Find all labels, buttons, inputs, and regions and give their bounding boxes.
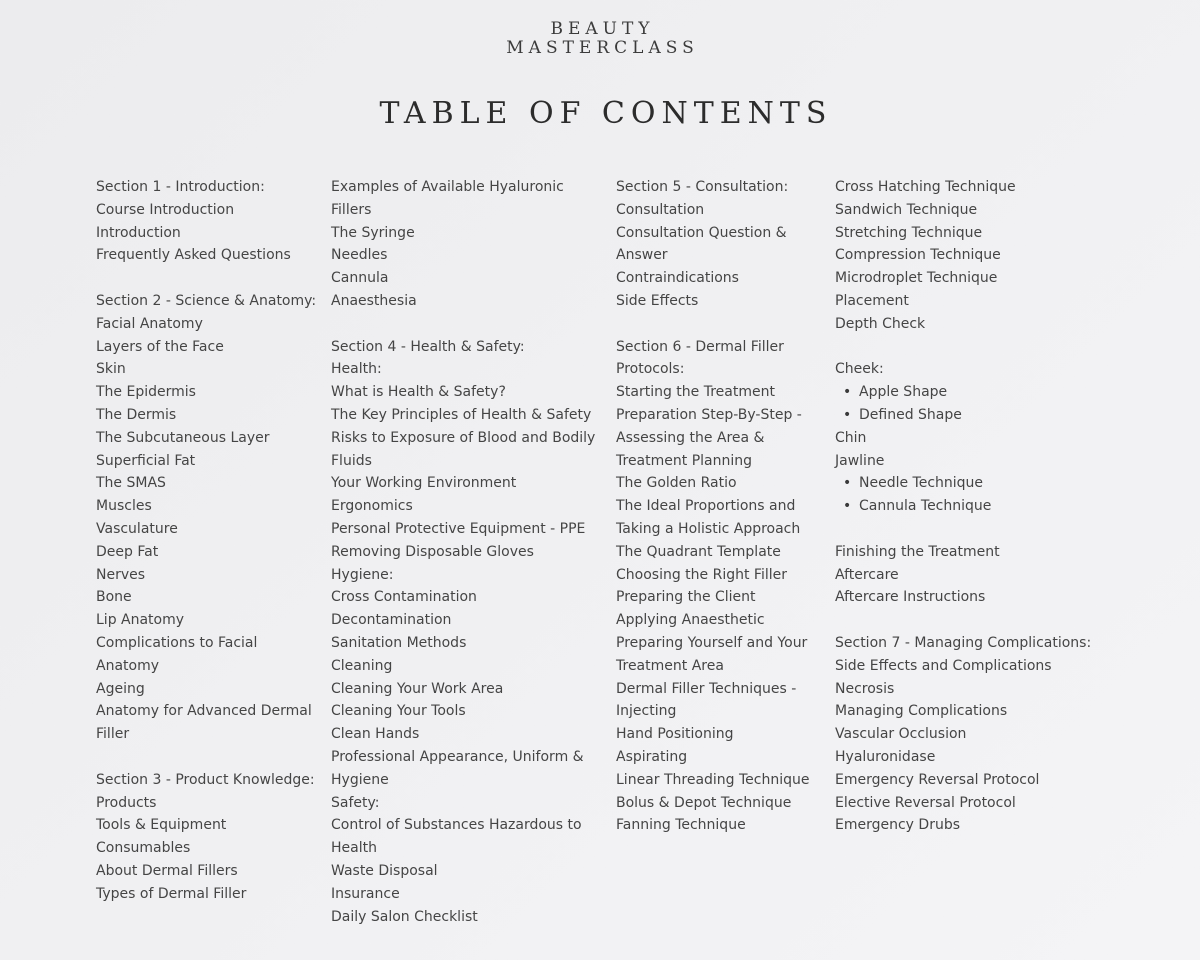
toc-entry: Aspirating [616, 748, 688, 765]
toc-entry: Aftercare [835, 566, 899, 583]
toc-column-4 [835, 176, 1091, 837]
toc-entry: Applying Anaesthetic [616, 612, 765, 629]
brand-line-1: BEAUTY [550, 19, 655, 39]
toc-bullet-item: • Apple Shape [835, 381, 1091, 404]
toc-entry: Cannula [331, 270, 389, 287]
toc-entry: Introduction [96, 224, 181, 241]
toc-entry: Hygiene [331, 771, 389, 788]
toc-entry: Side Effects [616, 292, 699, 309]
toc-entry: The Subcutaneous Layer [96, 429, 270, 446]
toc-entry: Cleaning [331, 657, 393, 674]
toc-entry: What is Health & Safety? [331, 384, 506, 401]
toc-entry: Anaesthesia [331, 292, 417, 309]
toc-column-1 [96, 176, 316, 906]
toc-entry: Hygiene: [331, 566, 394, 583]
toc-entry: Injecting [616, 703, 677, 720]
toc-entry: Hyaluronidase [835, 748, 936, 765]
toc-entry: Compression Technique [835, 247, 1001, 264]
toc-entry: Personal Protective Equipment - PPE [331, 520, 586, 537]
toc-entry: Professional Appearance, Uniform & [331, 748, 584, 765]
toc-section-heading: Section 5 - Consultation: [616, 179, 789, 195]
toc-entry: Sanitation Methods [331, 634, 467, 651]
toc-entry: Removing Disposable Gloves [331, 543, 534, 560]
toc-entry: Linear Threading Technique [616, 771, 810, 788]
toc-entry: Ageing [96, 680, 145, 697]
toc-entry: Consultation Question & [616, 224, 787, 241]
toc-entry: Sandwich Technique [835, 201, 978, 218]
toc-entry: Your Working Environment [331, 475, 517, 492]
toc-entry: Cross Hatching Technique [835, 179, 1016, 195]
toc-entry: Lip Anatomy [96, 612, 185, 629]
toc-entry: Needles [331, 247, 388, 264]
toc-entry: Control of Substances Hazardous to [331, 817, 582, 834]
toc-entry: Side Effects and Complications [835, 657, 1052, 674]
toc-section-heading: Section 6 - Dermal Filler [616, 338, 784, 355]
toc-entry: Health [331, 840, 377, 857]
toc-entry: The Key Principles of Health & Safety [331, 406, 592, 423]
toc-entry: Frequently Asked Questions [96, 247, 291, 264]
toc-entry: Preparation Step-By-Step - [616, 406, 802, 423]
toc-section-heading: Section 1 - Introduction: [96, 179, 265, 195]
toc-entry: Facial Anatomy [96, 315, 203, 332]
toc-entry: Chin [835, 429, 867, 446]
toc-entry: Complications to Facial [96, 634, 258, 651]
toc-entry: The Quadrant Template [616, 543, 781, 560]
toc-entry: Cross Contamination [331, 589, 477, 606]
toc-entry: Answer [616, 247, 668, 264]
toc-entry: Filler [96, 726, 130, 743]
toc-entry: About Dermal Fillers [96, 862, 238, 879]
toc-entry: Treatment Area [616, 657, 724, 674]
toc-entry: Nerves [96, 566, 146, 583]
toc-entry: Daily Salon Checklist [331, 908, 478, 925]
toc-entry: Starting the Treatment [616, 384, 775, 401]
toc-entry: Cleaning Your Work Area [331, 680, 504, 697]
toc-spacer [331, 313, 595, 336]
toc-entry: Insurance [331, 885, 400, 902]
page-title: TABLE OF CONTENTS [379, 96, 833, 131]
toc-entry: The Ideal Proportions and [616, 498, 796, 515]
toc-entry: The Epidermis [96, 384, 196, 401]
toc-entry: Clean Hands [331, 726, 420, 743]
toc-entry: Elective Reversal Protocol [835, 794, 1016, 811]
toc-entry: Emergency Drubs [835, 817, 961, 834]
toc-entry: Tools & Equipment [96, 817, 227, 834]
toc-entry: Superficial Fat [96, 452, 196, 469]
toc-entry: Necrosis [835, 680, 895, 697]
toc-entry: Emergency Reversal Protocol [835, 771, 1040, 788]
toc-spacer [835, 336, 1091, 359]
toc-entry: Treatment Planning [616, 452, 752, 469]
toc-entry: Microdroplet Technique [835, 270, 998, 287]
toc-section-heading: Section 7 - Managing Complications: [835, 634, 1092, 651]
brand-logo [0, 20, 1200, 58]
toc-entry: Skin [96, 361, 126, 378]
toc-entry: Aftercare Instructions [835, 589, 986, 606]
toc-entry: Finishing the Treatment [835, 543, 1000, 560]
toc-entry: Safety: [331, 794, 380, 811]
toc-entry: Anatomy [96, 657, 160, 674]
toc-entry: Vascular Occlusion [835, 726, 967, 743]
toc-spacer [835, 518, 1091, 541]
toc-entry: Bolus & Depot Technique [616, 794, 792, 811]
toc-entry: Jawline [835, 452, 885, 469]
toc-column-3 [616, 176, 810, 837]
toc-section-heading: Section 3 - Product Knowledge: [96, 771, 315, 788]
toc-entry: Fillers [331, 201, 372, 218]
toc-entry: The Dermis [96, 406, 177, 423]
toc-entry: Examples of Available Hyaluronic [331, 179, 564, 195]
toc-entry: Choosing the Right Filler [616, 566, 787, 583]
toc-entry: Ergonomics [331, 498, 413, 515]
toc-entry: Preparing Yourself and Your [616, 634, 808, 651]
toc-entry: Fluids [331, 452, 372, 469]
toc-entry: Cleaning Your Tools [331, 703, 466, 720]
toc-entry: Cheek: [835, 361, 884, 378]
toc-entry: Placement [835, 292, 909, 309]
toc-entry: Types of Dermal Filler [96, 885, 247, 902]
toc-entry: Anatomy for Advanced Dermal [96, 703, 312, 720]
toc-spacer [616, 313, 810, 336]
toc-entry: Course Introduction [96, 201, 235, 218]
toc-entry: Risks to Exposure of Blood and Bodily [331, 429, 596, 446]
toc-entry: Health: [331, 361, 382, 378]
toc-entry: Consumables [96, 840, 191, 857]
toc-section-heading: Section 4 - Health & Safety: [331, 338, 525, 355]
toc-entry: Vasculature [96, 520, 178, 537]
toc-entry: Decontamination [331, 612, 452, 629]
toc-entry: Stretching Technique [835, 224, 983, 241]
toc-entry: Bone [96, 589, 132, 606]
toc-section-heading: Section 2 - Science & Anatomy: [96, 292, 317, 309]
toc-spacer [96, 267, 316, 290]
toc-entry: Muscles [96, 498, 152, 515]
toc-entry: Hand Positioning [616, 726, 734, 743]
toc-bullet-item: • Defined Shape [835, 404, 1091, 427]
toc-entry: Taking a Holistic Approach [616, 520, 801, 537]
toc-column-2 [331, 176, 595, 928]
toc-entry: The SMAS [96, 475, 166, 492]
toc-entry: The Golden Ratio [616, 475, 737, 492]
toc-entry: Waste Disposal [331, 862, 438, 879]
toc-entry: Protocols: [616, 361, 685, 378]
toc-bullet-item: • Cannula Technique [835, 495, 1091, 518]
toc-spacer [835, 609, 1091, 632]
toc-entry: Layers of the Face [96, 338, 224, 355]
toc-entry: Deep Fat [96, 543, 159, 560]
toc-entry: Fanning Technique [616, 817, 746, 834]
toc-entry: Managing Complications [835, 703, 1008, 720]
toc-entry: Products [96, 794, 157, 811]
toc-entry: Assessing the Area & [616, 429, 765, 446]
toc-entry: Depth Check [835, 315, 926, 332]
toc-spacer [96, 746, 316, 769]
toc-entry: Contraindications [616, 270, 739, 287]
toc-entry: Preparing the Client [616, 589, 756, 606]
toc-entry: The Syringe [331, 224, 415, 241]
brand-line-2: MASTERCLASS [506, 38, 699, 58]
toc-bullet-item: • Needle Technique [835, 472, 1091, 495]
toc-entry: Dermal Filler Techniques - [616, 680, 797, 697]
toc-entry: Consultation [616, 201, 705, 218]
